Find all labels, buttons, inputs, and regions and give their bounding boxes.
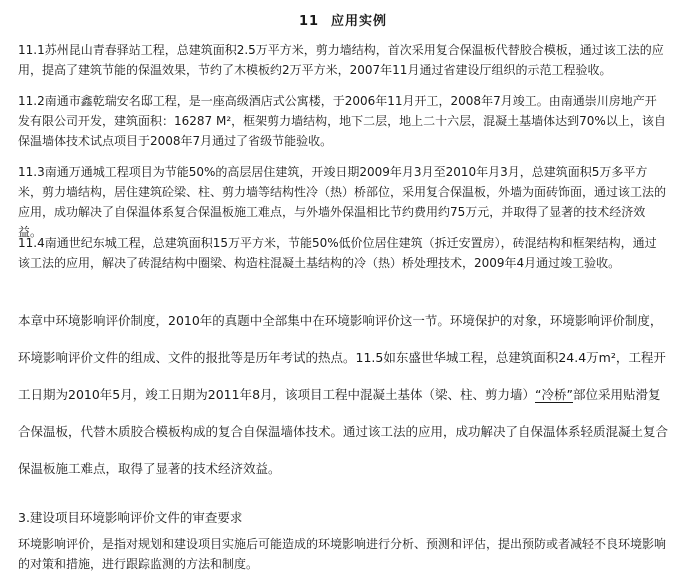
paragraph-11-4: 11.4南通世纪东城工程，总建筑面积15万平方米，节能50%低价位居住建筑（拆迁安置房），砖混结构和框架结构，通过该工法的应用，解决了砖混结构中圈梁、构造柱混凝土基结构的冷（热）桥处理技术，2009年4月通过竣工验收。 bbox=[18, 236, 657, 270]
section-heading: 应用实例 bbox=[331, 14, 388, 29]
paragraph-11-2: 11.2南通市鑫乾瑞安名邸工程，是一座高级酒店式公寓楼，于2006年11月开工，2008年7月竣工。由南通崇川房地产开发有限公司开发，建筑面积：16287 M²，框架剪力墙结构，地下二层，地上二十六层，混凝土基墙体达到70%以上，该自保温墙体技术试点项目于2008年7月通过了省级节能验收。 bbox=[18, 94, 666, 148]
section-number: 11 bbox=[298, 14, 320, 29]
essay-paragraph bbox=[18, 302, 668, 487]
essay-text-part1: 本章中环境影响评价制度，2010年的真题中全部集中在环境影响评价这一节。环境保护的对象，环境影响评价制度，环境影响评价文件的组成、文件的报批等是历年考试的热点。11.5如东盛世华城工程，总建筑面积24.4万m²，工程开工日期为2010年5月，竣工日期为2011年8月，该项目工程中混凝土基体（梁、柱、剪力墙） bbox=[18, 312, 666, 402]
essay-underlined-term: “冷桥” bbox=[535, 386, 573, 402]
subheading: 3.建设项目环境影响评价文件的审查要求 bbox=[18, 509, 243, 525]
closing-paragraph: 环境影响评价，是指对规划和建设项目实施后可能造成的环境影响进行分析、预测和评估，提出预防或者减轻不良环境影响的对策和措施，进行跟踪监测的方法和制度。 bbox=[18, 537, 667, 571]
paragraph-11-3: 11.3南通万通城工程项目为节能50%的高层居住建筑，开竣日期2009年月3月至2010年月3月，总建筑面积5万多平方米，剪力墙结构，居住建筑砼梁、柱、剪力墙等结构性冷（热）桥部位，采用复合保温板，外墙为面砖饰面，通过该工法的应用，成功解决了自保温体系复合保温板施工难点，与外墙外保温相比节约费用约75万元，并取得了显著的技术经济效益。 bbox=[18, 165, 667, 239]
section-title bbox=[18, 0, 668, 32]
paragraph-11-1: 11.1苏州昆山青春驿站工程，总建筑面积2.5万平方米，剪力墙结构，首次采用复合保温板代替胶合模板，通过该工法的应用，提高了建筑节能的保温效果，节约了木模板约2万平方米，2007年11月通过省建设厅组织的示范工程验收。 bbox=[18, 43, 664, 77]
essay-text-part2: 部位采用贴滑复合保温板，代替木质胶合模板构成的复合自保温墙体技术。通过该工法的应用，成功解决了自保温体系轻质混凝土复合保温板施工难点，取得了显著的技术经济效益。 bbox=[18, 386, 669, 476]
